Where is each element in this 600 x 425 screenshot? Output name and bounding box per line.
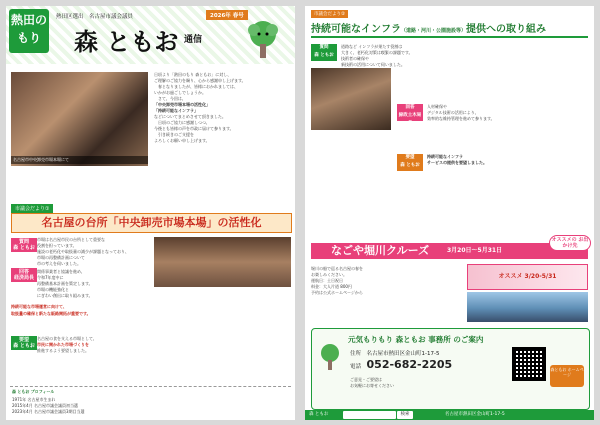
profile-title: 森 ともお プロフィール [12,389,55,394]
footer-address: 名古屋市熱田区金山町1-17-5 [445,412,505,417]
speaker-photo [311,68,391,130]
logo-line-2: もり [16,31,41,45]
highlight-line-1: 持続可能な市場運営に向けて、 [11,304,67,309]
profile-section: 森 ともお プロフィール 1971年 名古屋市生まれ 2015年4月 名古屋市議会議員初当選 2023年4月 名古屋市議会議員3期目当選 [10,386,291,417]
question-text-2: 道路など インフラが果たす役割は 大きく、老朽化対策は喫緊の課題です。 技術者の確保や 新技術の活用について伺いました。 [341,44,413,67]
office-title: 元気もりもり 森ともお 事務所 のご案内 [348,335,484,344]
newsletter-title: 通信 [184,35,203,45]
cruise-text: 堀川の船で巡る名古屋の春を お楽しみください。 運航日：土日祝日 料金：大人片道 800円 予約は公式ホームページから [311,266,363,295]
answer-text: 関係事業者と協議を進め、 令和7年度中に 再整備基本計画を策定します。 市場の機能強化と にぎわい創出に取り組みます。 [37,269,93,298]
assembly-photo [154,237,291,287]
section-2-headline: 持続可能なインフラ（道路・河川・公園施設等）提供への取り組み [311,24,547,35]
section-1-headline: 名古屋の台所「中央卸売市場本場」の活性化 [11,213,292,233]
market-photo [11,72,148,166]
request-text: 名古屋の食を支える市場として、 市民に開かれた市場づくりを 推進するよう要望しました。 [37,336,97,353]
section-tag-2: 市議会だより② [311,10,348,18]
cruise-title: なごや堀川クルーズ [331,244,430,257]
photo-caption: 名古屋市中央卸売市場本場にて [11,156,148,164]
footer-bar [305,410,594,420]
section-tag-1: 市議会だより① [11,204,53,213]
intro-text: 日頃より「熱田のもり 森ともお」に対し、 ご理解のご協力を賜り、心から感謝申し上げます。 春となりましたが、皆様におかれましては、 いかがお過ごしでしょうか。 さて、今回は、 「中央卸売市場本場の活性化」 「持続可能なインフラ」 などについてまとめさせて頂きました。 日頃のご協力に感謝しつつ、 今後とも皆様の声を市政に届けて参ります。 引き続きのご支援を よろしくお願い申し上げます。 [154,72,246,143]
answer-label-2: 回答 緑政土木局長 [398,105,422,126]
search-input[interactable] [343,411,396,419]
office-address: 住所 名古屋市熱田区金山町1-17-5 [350,351,440,357]
recommend-badge: オススメの お出かけ先 [549,235,591,251]
tree-mascot-icon [318,343,342,371]
search-button[interactable]: 検索 [397,411,413,419]
cruise-poster: オススメ 3/20-5/31 [467,264,588,290]
cruise-banner-bar [311,237,589,259]
newsletter-page-front [6,6,295,420]
logo [9,9,49,53]
cruise-photo [467,292,588,322]
request-label: 要望 森 ともお [11,336,37,350]
qr-code[interactable] [512,347,546,381]
homepage-badge[interactable]: 森ともお ホームページ [550,365,584,387]
cruise-dates: 3月20日〜5月31日 [447,247,503,254]
request-label-2: 要望 森 ともお [397,154,423,171]
request-text-2: 持続可能なインフラ サービスの提供を要望しました。 [427,154,487,165]
office-info-box [311,328,590,410]
newsletter-name: 森 ともお [74,28,179,56]
question-label-2: 質問 森 ともお [311,44,337,61]
tree-mascot-icon [244,20,282,60]
highlight-line-2: 取扱量の確保と新たな販路開拓が重要です。 [11,311,91,316]
answer-text-2: 人材確保や デジタル技術の活用により、 効率的な維持管理を進めて参ります。 [427,104,495,121]
office-note: ご意見・ご要望は お気軽にお寄せください [350,377,394,388]
issue-badge: 2026年 春号 [206,10,248,20]
office-phone: 電話 052-682-2205 [350,358,453,371]
header-area-text: 熱田区選出 名古屋市議会議員 [56,14,134,20]
newsletter-page-back [305,6,594,420]
answer-label: 回答 経済局長 [11,268,37,282]
question-text: 市場は名古屋市民の台所として重要な 役割を担っています。 施設の老朽化や取扱量の減少が課題となっており、 市場の再整備計画について 市の考えを伺いました。 [37,237,129,266]
footer-name: 森 ともお [309,412,329,417]
headline-underline [311,36,588,38]
question-label: 質問 森 ともお [11,238,37,252]
logo-line-1: 熱田の [10,13,47,27]
